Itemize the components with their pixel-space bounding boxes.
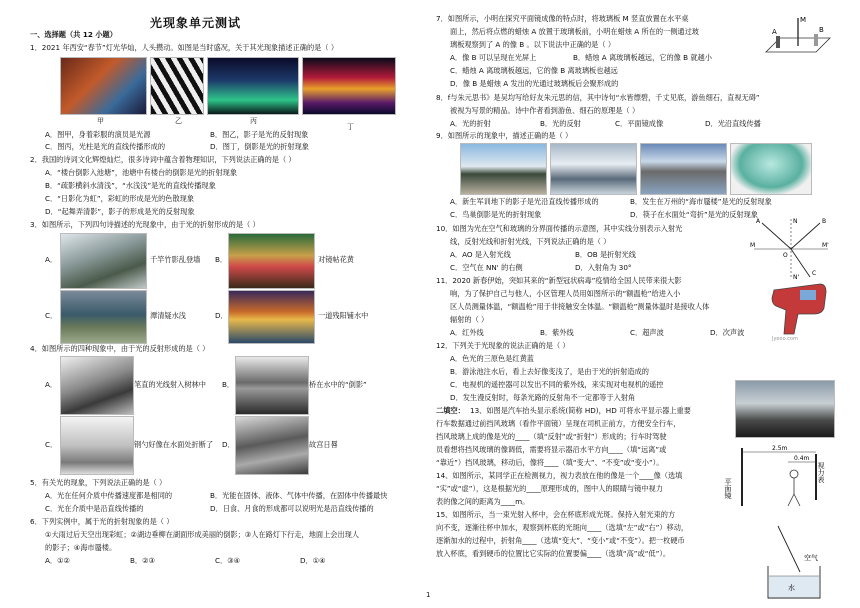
q11-line1: 11．2020 新春伊始，突如其来的“新型冠状病毒”疫情给全国人民带来很大影 xyxy=(436,276,682,285)
q12-stem: 12．下列关于光现象的说法正确的是（ ） xyxy=(436,341,570,350)
hud-car-photo xyxy=(735,380,835,438)
q10-label-n: N xyxy=(793,218,798,225)
q14-distance-1: 2.5m xyxy=(772,445,788,452)
section-1-heading: 一、选择题（共 12 小题） xyxy=(30,30,117,39)
q1-option-d: D．图丁，倒影是光的折射现象 xyxy=(210,142,309,151)
section-2-heading: 二填空： xyxy=(436,406,465,415)
q4-option-c: 钢勺好像在水面处折断了 xyxy=(134,440,214,449)
q7-option-a: A．像 B 可以呈现在光屏上 xyxy=(450,53,537,62)
q1-option-a: A．图甲，身着彩服的演员是光源 xyxy=(45,130,151,139)
q13-line1: 13、如图是汽车抬头显示系统(简称 HD)，HD 可将水平显示器上重要 xyxy=(470,406,691,415)
q2-option-b: B．“疏影横斜水清浅”，“水浅浅”是光的直线传播现象 xyxy=(45,181,216,190)
q15-label-water: 水 xyxy=(788,584,795,592)
q9-option-d: D．筷子在水面处“弯折”是光的反射现象 xyxy=(630,210,758,219)
q5-option-a: A．光在任何介质中传播速度都是相同的 xyxy=(45,491,173,500)
q13-line4: 员看想将挡风玻璃的像调低，需要将显示器沿水平方向____（填“远离”或 xyxy=(436,445,667,454)
q8-option-c: C．平面镜成像 xyxy=(615,119,664,128)
q1-photo-a xyxy=(60,57,147,115)
q14-line2: “实”或“虚”），这是根据光的____原理形成的，图中人的眼睛与镜中视力 xyxy=(436,484,663,493)
q9-stem: 9．如图所示的现象中，描述正确的是（ ） xyxy=(436,131,573,140)
q6-option-c: C．③④ xyxy=(215,556,241,565)
q10-diagram xyxy=(750,215,832,281)
q4-stem: 4．如图所示的四种现象中，由于光的反射形成的是（ ） xyxy=(30,344,210,353)
q2-option-a: A．“楼台倒影入池塘”，池塘中有楼台的倒影是光的折射现象 xyxy=(45,168,238,177)
exam-page: 光现象单元测试 一、选择题（共 12 小题） 1．2021 年西安“春节”灯光华灿，人头攒动。如图是当时盛况，关于其光现象描述正确的是（ ） 甲 乙 丙 丁 A．图甲，身着彩服的演员是光源 B．图乙，影子是光的反射现象 C．图丙，光柱是光的直线传播形成的 D．图丁，倒影是光的折射现象 2．我国的诗词文化辉煌灿烂，很多诗词中蕴含着物理知识，下列说法正确的是（ ） A．“楼台倒影入池塘”，池塘中有楼台的倒影是光的折射现象 B．“疏影横斜水清浅”，“水浅浅”是光的直线传播现象 C．“日影化为虹”，彩虹的形成是光的色散现象 D．“起舞弄清影”，影子的形成是光的反射现象 3．如图所示，下列四句诗描述的光现象中，由于光的折射形成的是（ ） A． 千竿竹影乱登墙 B． 对镜帖花黄 C． 潭清疑水浅 D． 一道残阳铺水中 4．如图所示的四种现象中，由于光的反射形成的是（ ） A． 笔直的光线射入树林中 B． 桥在水中的“倒影” C． 钢勺好像在水面处折断了 D． 故宫日晷 5．有关光的现象，下列说法正确的是（ ） A．光在任何介质中传播速度都是相同的 B．光能在固体、液体、气体中传播，在固体中传播最快 C．光在介质中是沿直线传播的 D．日食、月食的形成都可以说明光是沿直线传播的 6．下列实例中，属于光的折射现象的是（ ） ①大雨过后天空出现彩虹；②湖边垂柳在湖面形成美丽的倒影；③人在路灯下行走，地面上会出现人 的影子；④海市蜃楼。 A．①② B．②③ C．③④ D．①④ 7．如图所示，小明在探究平面镜成像的特点时，将玻璃板 M 竖直放置在水平桌 面上，然后将点燃的蜡烛 A 放置于玻璃板前，小明在蜡烛 A 所在的一侧通过玻 璃板观察到了 A 的像 B 。以下说法中正确的是（ ） A．像 B 可以呈现在光屏上 B．蜡烛 A 离玻璃板越远，它的像 B 就越小 C．蜡烛 A 离玻璃板越远，它的像 B 离玻璃板也越远 D．像 B 是蜡烛 A 发出的光通过玻璃板后会聚形成的 M A B 8．f与朱元思书》是吴均写给好友朱元思的信，其中诗句“水皆缥碧，千丈见底，游鱼细石，直视无碍” 被视为写景的精品。诗中作者看到游鱼、细石的原理是（ ） A．光的折射 B．光的反射 C．平面镜成像 D．光沿直线传播 9．如图所示的现象中，描述正确的是（ ） A．新生军训地下的影子是光沿直线传播形成的 B．发生在万州的“海市蜃楼”是光的反射现象 C．鸟巢倒影是光的折射现象 D．筷子在水面处“弯折”是光的反射现象 10．如图为光在空气和玻璃的分界面传播的示意图，其中实线分别表示入射光 线，反射光线和折射光线，下列说法正确的是（ ） A．AO 是入射光线 B．OB 是折射光线 C．空气在 NN' 的右侧 D．入射角为 30° N N' M M' A B C O 11．2020 新春伊始，突如其来的“新型冠状病毒”疫情给全国人民带来很大影 响，为了保护自己与他人，小区管理人员用如图所示的“额温枪”给进入小 区人员测量体温，“额温枪”用于非接触安全体温。“额温枪”测量体温时是接收人体 辐射的（ ） A．红外线 B．紫外线 C．超声波 D．次声波 Jyeoo.com 12．下列关于光现象的说法正确的是（ ） A．色光的三原色是红黄蓝 B．游泳池注水后，看上去好像变浅了，是由于光的折射造成的 C．电视机的遥控器可以发出不同的紫外线，来实现对电视机的遥控 D．发生漫反射时，每条光路的反射角不一定都等于入射角 二填空： 13、如图是汽车抬头显示系统(简称 HD)，HD 可将水平显示器上重要 行车数据通过前挡风玻璃（看作平面镜）呈现在司机正前方，方便安全行车， 挡风玻璃上成的像是光的____（填“反射”或“折射”）形成的；行车时驾驶 员看想将挡风玻璃的像调低，需要将显示器沿水平方向____（填“远离”或 “靠近”）挡风玻璃，移动后，像将____（填“变大”、“不变”或“变小”）。 14、如图所示，某同学正在检测视力，视力表放在他的像是一个____像（选填 “实”或“虚”），这是根据光的____原理形成的，图中人的眼睛与镜中视力 表的像之间的距离为____m。 2.5m 0.4m 平面镜 视力表 15、如图所示，当一束光射入杯中，会在杯底形成光斑。保持入射光束的方 向不变，逐渐往杯中加水，观察到杯底的光斑向____（选填“左”或“右”）移动， 逐渐加水的过程中，折射角____（选填“变大”、“变小”或“不变”）。把一枚硬币 放入杯底，看到硬币的位置比它实际的位置要偏____（选填“高”或“低”）。 空气 水 1 xyxy=(0,0,860,608)
q5-option-c: C．光在介质中是沿直线传播的 xyxy=(45,504,144,513)
q4-option-a: 笔直的光线射入树林中 xyxy=(134,380,206,389)
q1-cap-d: 丁 xyxy=(347,123,354,131)
page-number: 1 xyxy=(426,591,431,599)
q11-option-b: B．紫外线 xyxy=(540,328,574,337)
q6-option-b: B．②③ xyxy=(130,556,156,565)
q4-photo-d xyxy=(235,416,309,475)
q7-diagram xyxy=(760,12,832,72)
q1-photo-d xyxy=(302,57,396,115)
q14-diagram xyxy=(724,440,832,512)
q11-option-c: C．超声波 xyxy=(630,328,664,337)
q10-label-b: B xyxy=(822,218,827,225)
q10-option-b: B．OB 是折射光线 xyxy=(575,250,636,259)
q1-cap-b: 乙 xyxy=(175,117,182,125)
q14-label-chart: 视力表 xyxy=(817,462,825,483)
q11-line3: 区人员测量体温，“额温枪”用于非接触安全体温。“额温枪”测量体温时是接收人体 xyxy=(450,302,710,311)
q10-label-n-prime: N' xyxy=(793,274,800,281)
q15-line4: 放入杯底，看到硬币的位置比它实际的位置要偏____（选填“高”或“低”）。 xyxy=(436,549,671,558)
q14-label-mirror: 平面镜 xyxy=(724,478,732,499)
q4-photo-a xyxy=(60,356,134,415)
q5-option-b: B．光能在固体、液体、气体中传播，在固体中传播最快 xyxy=(210,491,388,500)
q7-line3: 璃板观察到了 A 的像 B 。以下说法中正确的是（ ） xyxy=(450,40,616,49)
q15-line3: 逐渐加水的过程中，折射角____（选填“变大”、“变小”或“不变”）。把一枚硬币 xyxy=(436,536,685,545)
q10-option-c: C．空气在 NN' 的右侧 xyxy=(450,263,523,272)
q12-option-a: A．色光的三原色是红黄蓝 xyxy=(450,354,534,363)
q11-option-d: D．次声波 xyxy=(710,328,745,337)
q6-statement-line2: 的影子；④海市蜃楼。 xyxy=(45,543,117,552)
forehead-thermometer-image xyxy=(768,280,832,340)
q1-cap-c: 丙 xyxy=(250,117,257,125)
page-title: 光现象单元测试 xyxy=(150,16,242,30)
q14-distance-2: 0.4m xyxy=(794,455,810,462)
q3-option-a: 千竿竹影乱登墙 xyxy=(150,255,201,264)
q3-option-c: 潭清疑水浅 xyxy=(150,311,186,320)
q10-line1: 10．如图为光在空气和玻璃的分界面传播的示意图，其中实线分别表示入射光 xyxy=(436,224,683,233)
q3-option-b: 对镜帖花黄 xyxy=(318,255,354,264)
q3-photo-a xyxy=(60,233,147,289)
q7-label-a: A xyxy=(772,28,777,36)
q8-option-a: A．光的折射 xyxy=(450,119,491,128)
q3-option-d: 一道残阳铺水中 xyxy=(318,311,369,320)
q7-line1: 7．如图所示，小明在探究平面镜成像的特点时，将玻璃板 M 竖直放置在水平桌 xyxy=(436,14,689,23)
q10-option-a: A．AO 是入射光线 xyxy=(450,250,511,259)
q11-option-a: A．红外线 xyxy=(450,328,484,337)
q10-line2: 线，反射光线和折射光线，下列说法正确的是（ ） xyxy=(450,237,611,246)
q14-line1: 14、如图所示，某同学正在检测视力，视力表放在他的像是一个____像（选填 xyxy=(436,471,683,480)
q12-option-b: B．游泳池注水后，看上去好像变浅了，是由于光的折射造成的 xyxy=(450,367,649,376)
q8-line2: 被视为写景的精品。诗中作者看到游鱼、细石的原理是（ ） xyxy=(450,106,640,115)
q10-label-m: M xyxy=(750,242,756,249)
q7-label-m: M xyxy=(800,16,807,24)
q9-photo-b xyxy=(550,143,637,195)
q8-option-d: D．光沿直线传播 xyxy=(705,119,761,128)
q12-option-d: D．发生漫反射时，每条光路的反射角不一定都等于入射角 xyxy=(450,393,636,402)
q1-option-b: B．图乙，影子是光的反射现象 xyxy=(210,130,309,139)
q9-option-c: C．鸟巢倒影是光的折射现象 xyxy=(450,210,542,219)
q7-label-b: B xyxy=(819,26,824,34)
q7-option-b: B．蜡烛 A 离玻璃板越远，它的像 B 就越小 xyxy=(573,53,712,62)
q7-option-c: C．蜡烛 A 离玻璃板越远，它的像 B 离玻璃板也越远 xyxy=(450,66,618,75)
q10-label-a: A xyxy=(756,218,761,225)
q4-photo-b xyxy=(235,356,309,415)
q8-line1: 8．f与朱元思书》是吴均写给好友朱元思的信，其中诗句“水皆缥碧，千丈见底，游鱼细石，直视无碍” xyxy=(436,93,760,102)
q1-photo-c xyxy=(207,57,299,115)
q3-photo-c xyxy=(60,290,147,344)
q13-line2: 行车数据通过前挡风玻璃（看作平面镜）呈现在司机正前方，方便安全行车， xyxy=(436,419,681,428)
q10-label-c: C xyxy=(812,270,817,277)
q9-option-b: B．发生在万州的“海市蜃楼”是光的反射现象 xyxy=(630,197,772,206)
q3-photo-b xyxy=(228,233,315,289)
q15-diagram xyxy=(748,520,832,602)
q13-line5: “靠近”）挡风玻璃，移动后，像将____（填“变大”、“不变”或“变小”）。 xyxy=(436,458,664,467)
q6-stem: 6．下列实例中，属于光的折射现象的是（ ） xyxy=(30,517,174,526)
q3-stem: 3．如图所示，下列四句诗描述的光现象中，由于光的折射形成的是（ ） xyxy=(30,220,260,229)
q5-stem: 5．有关光的现象，下列说法正确的是（ ） xyxy=(30,478,167,487)
q4-option-b: 桥在水中的“倒影” xyxy=(309,380,367,389)
q3-photo-d xyxy=(228,290,315,344)
q9-photo-d xyxy=(730,143,812,195)
q1-cap-a: 甲 xyxy=(97,117,104,125)
q10-label-o: O xyxy=(783,252,788,259)
q13-line3: 挡风玻璃上成的像是光的____（填“反射”或“折射”）形成的；行车时驾驶 xyxy=(436,432,667,441)
q9-option-a: A．新生军训地下的影子是光沿直线传播形成的 xyxy=(450,197,599,206)
q8-option-b: B．光的反射 xyxy=(540,119,581,128)
q4-option-d: 故宫日晷 xyxy=(309,440,338,449)
q7-line2: 面上，然后将点燃的蜡烛 A 放置于玻璃板前，小明在蜡烛 A 所在的一侧通过玻 xyxy=(450,27,699,36)
q11-line2: 响，为了保护自己与他人，小区管理人员用如图所示的“额温枪”给进入小 xyxy=(450,289,681,298)
watermark-text: Jyeoo.com xyxy=(772,336,798,342)
q6-option-d: D．①④ xyxy=(300,556,326,565)
q15-label-air: 空气 xyxy=(804,554,818,562)
q2-stem: 2．我国的诗词文化辉煌灿烂，很多诗词中蕴含着物理知识，下列说法正确的是（ ） xyxy=(30,155,296,164)
q2-option-d: D．“起舞弄清影”，影子的形成是光的反射现象 xyxy=(45,207,195,216)
q6-option-a: A．①② xyxy=(45,556,70,565)
q14-line3: 表的像之间的距离为____m。 xyxy=(436,497,530,506)
q12-option-c: C．电视机的遥控器可以发出不同的紫外线，来实现对电视机的遥控 xyxy=(450,380,664,389)
q6-statement-line1: ①大雨过后天空出现彩虹；②湖边垂柳在湖面形成美丽的倒影；③人在路灯下行走，地面上会出现人 xyxy=(45,530,360,539)
q2-option-c: C．“日影化为虹”，彩虹的形成是光的色散现象 xyxy=(45,194,195,203)
q15-line2: 向不变，逐渐往杯中加水，观察到杯底的光斑向____（选填“左”或“右”）移动， xyxy=(436,523,689,532)
q1-photo-b xyxy=(150,57,204,115)
q10-label-m-prime: M' xyxy=(822,242,829,249)
q1-stem: 1．2021 年西安“春节”灯光华灿，人头攒动。如图是当时盛况，关于其光现象描述正确的是（ ） xyxy=(30,43,339,52)
q9-photo-a xyxy=(460,143,547,195)
q1-option-c: C．图丙，光柱是光的直线传播形成的 xyxy=(45,142,166,151)
q15-line1: 15、如图所示，当一束光射入杯中，会在杯底形成光斑。保持入射光束的方 xyxy=(436,510,676,519)
q5-option-d: D．日食、月食的形成都可以说明光是沿直线传播的 xyxy=(210,504,374,513)
q9-photo-c xyxy=(640,143,727,195)
q10-option-d: D．入射角为 30° xyxy=(575,263,632,272)
q4-photo-c xyxy=(60,416,134,475)
q11-line4: 辐射的（ ） xyxy=(450,315,489,324)
q7-option-d: D．像 B 是蜡烛 A 发出的光通过玻璃板后会聚形成的 xyxy=(450,79,619,88)
